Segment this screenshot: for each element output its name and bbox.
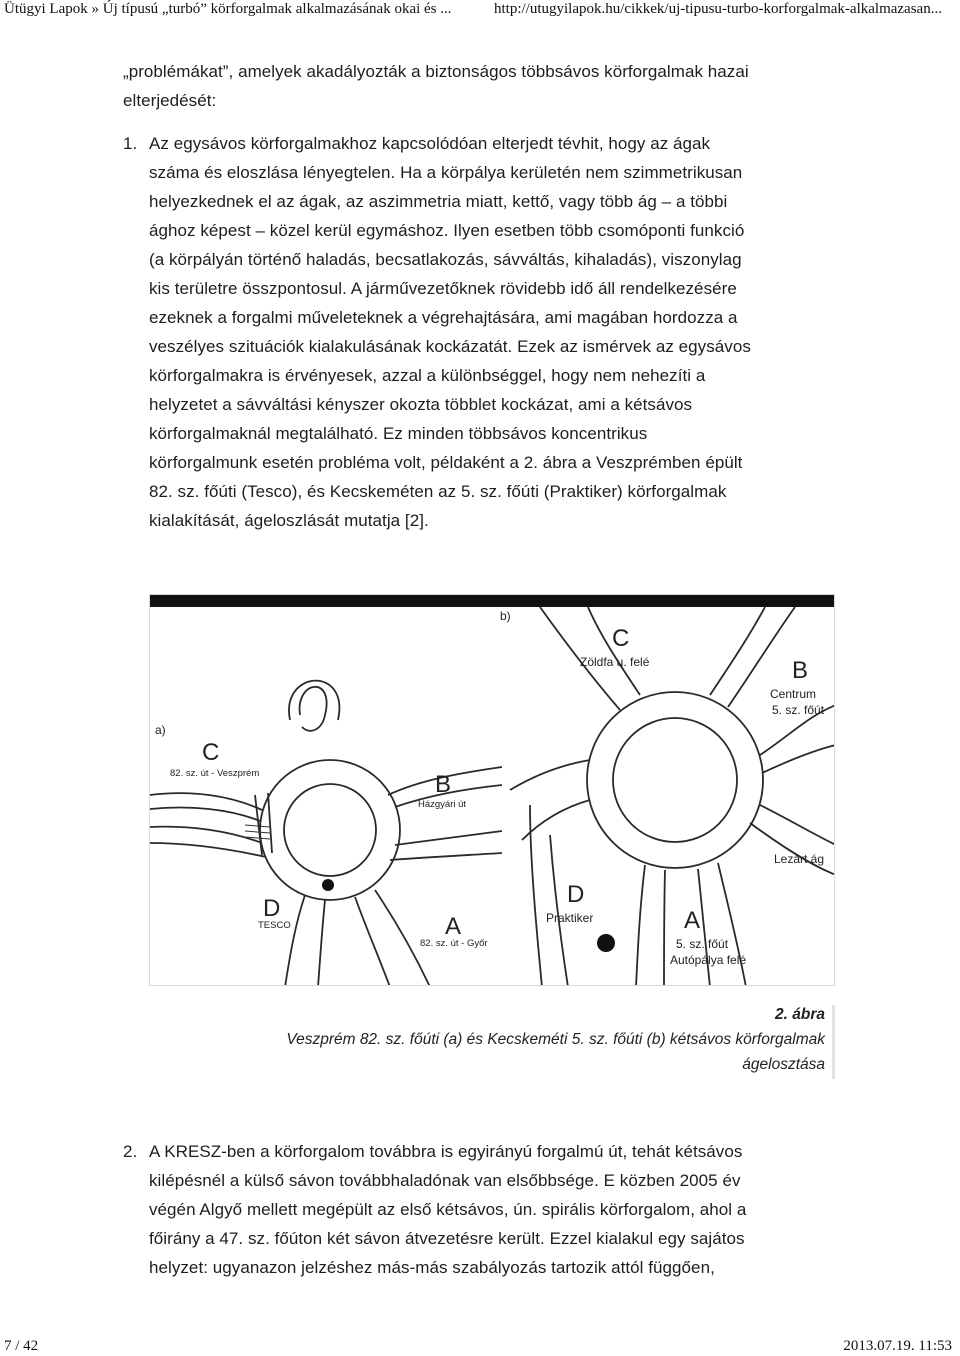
item1-line: körforgalmunk esetén probléma volt, példaként a 2. ábra a Veszprémben épült <box>149 453 743 472</box>
item1-line: körforgalmakra is érvényesek, azzal a különbséggel, hogy nem nehezíti a <box>149 366 706 385</box>
item1-line: ezeknek a forgalmi műveleteknek a végrehajtására, ami magában hordozza a <box>149 308 738 327</box>
item2-number: 2. <box>123 1142 138 1161</box>
panel-a-a-letter: A <box>445 913 462 940</box>
item1-line: veszélyes szituációk kialakulásának kockázatát. Ezek az ismérvek az egysávos <box>149 337 751 356</box>
panel-a-c-letter: C <box>202 739 220 766</box>
item2-line: A KRESZ-ben a körforgalom továbbra is egyirányú forgalmú út, tehát kétsávos <box>149 1142 743 1161</box>
panel-b-c-label: Zöldfa u. felé <box>580 655 650 669</box>
panel-a-d-letter: D <box>263 895 281 922</box>
panel-b-a-letter: A <box>684 907 701 934</box>
panel-b-b-letter: B <box>792 657 809 684</box>
panel-a-tag: a) <box>155 723 166 737</box>
panel-b-d-letter: D <box>567 881 585 908</box>
caption-line-1: Veszprém 82. sz. főúti (a) és Kecskeméti 5. sz. főúti (b) kétsávos körforgalmak <box>286 1031 825 1048</box>
panel-b-closed-label: Lezárt ág <box>774 852 825 866</box>
roundabout-figure <box>149 594 835 986</box>
item1-line: kis területre összpontosul. A járművezetőknek rövidebb idő áll rendelkezésére <box>149 279 737 298</box>
panel-b-tag: b) <box>500 609 511 623</box>
caption-rule <box>832 1005 835 1079</box>
panel-b-a-label-2: Autópálya felé <box>670 953 747 967</box>
panel-a-d-label: TESCO <box>258 920 291 931</box>
item2-line: kilépésnél a külső sávon továbbhaladónak van elsőbbsége. E közben 2005 év <box>149 1171 741 1190</box>
caption-title: 2. ábra <box>775 1006 825 1023</box>
panel-a-c-label: 82. sz. út - Veszprém <box>170 768 260 779</box>
item1-line: helyzetet a sávváltási kényszer okozta többlet kockázat, ami a kétsávos <box>149 395 693 414</box>
roundabout-drawing <box>150 595 835 986</box>
panel-b-b-label-2: 5. sz. főút <box>772 703 825 717</box>
panel-b-b-label-1: Centrum <box>770 687 817 701</box>
panel-a-b-letter: B <box>435 771 452 798</box>
item2-line: főirány a 47. sz. főúton két sávon átvezetésre került. Ezzel kialakul egy sajátos <box>149 1229 745 1248</box>
panel-b-d-label: Praktiker <box>546 911 594 925</box>
item1-line: körforgalmaknál megtalálható. Ez minden többsávos koncentrikus <box>149 424 648 443</box>
print-footer <box>0 1336 960 1356</box>
print-header <box>0 0 960 22</box>
item1-number: 1. <box>123 134 138 153</box>
item1-line: helyezkednek el az ágak, az aszimmetria miatt, kettő, vagy több ág – a többi <box>149 192 728 211</box>
caption-line-2: ágelosztása <box>742 1056 825 1073</box>
item2-line: végén Algyő mellett megépült az első kétsávos, ún. spirális körforgalom, ahol a <box>149 1200 747 1219</box>
item1-line: (a körpályán történő haladás, becsatlakozás, sávváltás, kihaladás), viszonylag <box>149 250 742 269</box>
panel-b-a-label-1: 5. sz. főút <box>676 937 729 951</box>
panel-b-c-letter: C <box>612 625 630 652</box>
item1-line: ághoz képest – közel kerül egymáshoz. Ilyen esetben több csomóponti funkció <box>149 221 745 240</box>
item1-line: Az egysávos körforgalmakhoz kapcsolódóan elterjedt tévhit, hogy az ágak <box>149 134 711 153</box>
panel-a-a-label: 82. sz. út - Győr <box>420 938 488 949</box>
print-datetime: 2013.07.19. 11:53 <box>843 1338 952 1354</box>
item2-line: helyzet: ugyanazon jelzéshez más-más szabályozás tartozik attól függően, <box>149 1258 715 1277</box>
header-title: Ütügyi Lapok » Új típusú „turbó” körforgalmak alkalmazásának okai és ... <box>4 1 452 17</box>
panel-a-b-label: Házgyári út <box>418 799 467 810</box>
item1-line: 82. sz. főúti (Tesco), és Kecskeméten az 5. sz. főúti (Praktiker) körforgalmak <box>149 482 727 501</box>
item1-line: kialakítását, ágeloszlását mutatja [2]. <box>149 511 429 530</box>
intro-line-2: elterjedését: <box>123 91 217 110</box>
header-url: http://utugyilapok.hu/cikkek/uj-tipusu-turbo-korforgalmak-alkalmazasan... <box>494 1 942 17</box>
page-number: 7 / 42 <box>4 1338 39 1354</box>
item1-line: száma és eloszlása lényegtelen. Ha a körpálya kerületén nem szimmetrikusan <box>149 163 743 182</box>
intro-line-1: „problémákat”, amelyek akadályozták a biztonságos többsávos körforgalmak hazai <box>123 62 749 81</box>
